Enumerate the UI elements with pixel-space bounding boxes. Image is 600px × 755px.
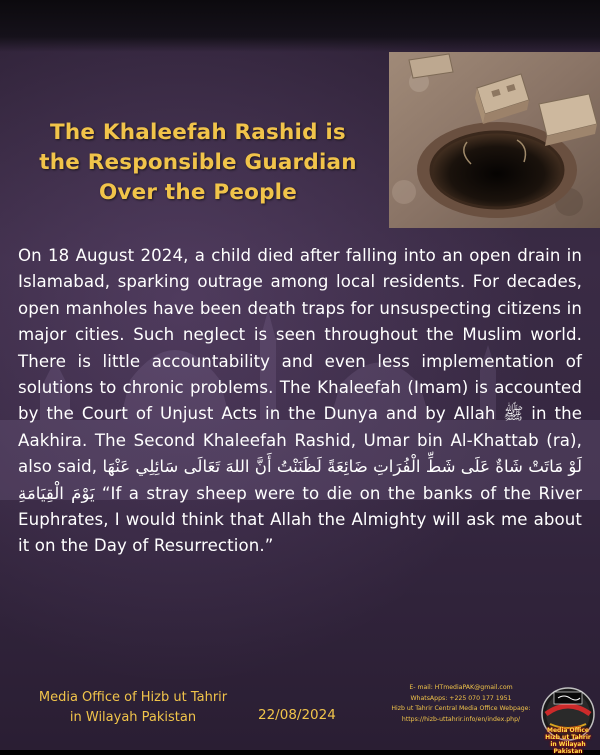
- logo-text-line-3: in Wilayah Pakistan: [550, 741, 586, 755]
- publication-date: 22/08/2024: [258, 707, 336, 723]
- open-manhole-photo: [389, 52, 600, 228]
- media-office-line-2: in Wilayah Pakistan: [69, 710, 197, 725]
- body-paragraph: On 18 August 2024, a child died after falling into an open drain in Islamabad, sparking outrage among local residents. For decades, open manholes have been death traps for unsuspecting citizens in major cities. Such neglect is seen throughout the Muslim world. There is little accountability and even less implementation of solutions to chronic problems. The Khaleefah (Imam) is accounted by the Court of Unjust Acts in the Dunya and by Allah ﷺ in the Aakhira. The Second Khaleefah Rashid, Umar bin Al-Khattab (ra), also said,: [18, 246, 583, 477]
- media-office-line-1: Media Office of Hizb ut Tahrir: [38, 690, 228, 705]
- contact-info: [386, 683, 536, 725]
- logo-text-line-2: Hizb ut Tahrir: [545, 734, 591, 741]
- media-office-name: [28, 688, 238, 728]
- top-band: [0, 0, 600, 52]
- article-body: [18, 243, 582, 560]
- contact-email[interactable]: E- mail: HTmediaPAK@gmail.com: [409, 684, 513, 691]
- title-line-3: Over the People: [98, 180, 298, 205]
- contact-webpage-label: Hizb ut Tahrir Central Media Office Webpage:: [391, 705, 531, 712]
- title: [20, 118, 376, 208]
- title-line-1: The Khaleefah Rashid is: [50, 120, 346, 145]
- logo-text-line-1: Media Office: [547, 727, 589, 734]
- logo-text: [540, 727, 596, 755]
- contact-webpage-url[interactable]: https://hizb-uttahrir.info/en/index.php/: [401, 715, 521, 723]
- translated-quote: “If a stray sheep were to die on the banks of the River Euphrates, I would think that Allah the Almighty will ask me about it on the Day of Resurrection.”: [18, 483, 583, 556]
- contact-whatsapp: WhatsApps: +225 070 177 1951: [410, 694, 512, 702]
- title-line-2: the Responsible Guardian: [39, 150, 357, 175]
- arabic-quote: لَوْ مَاتَتْ شَاةٌ عَلَى شَطِّ الْفُرَاتِ ضَائِعَةً لَظَنَنْتُ أَنَّ اللهَ تَعَالَى سَائِلِي عَنْهَا يَوْمَ الْقِيَامَةِ: [18, 457, 582, 503]
